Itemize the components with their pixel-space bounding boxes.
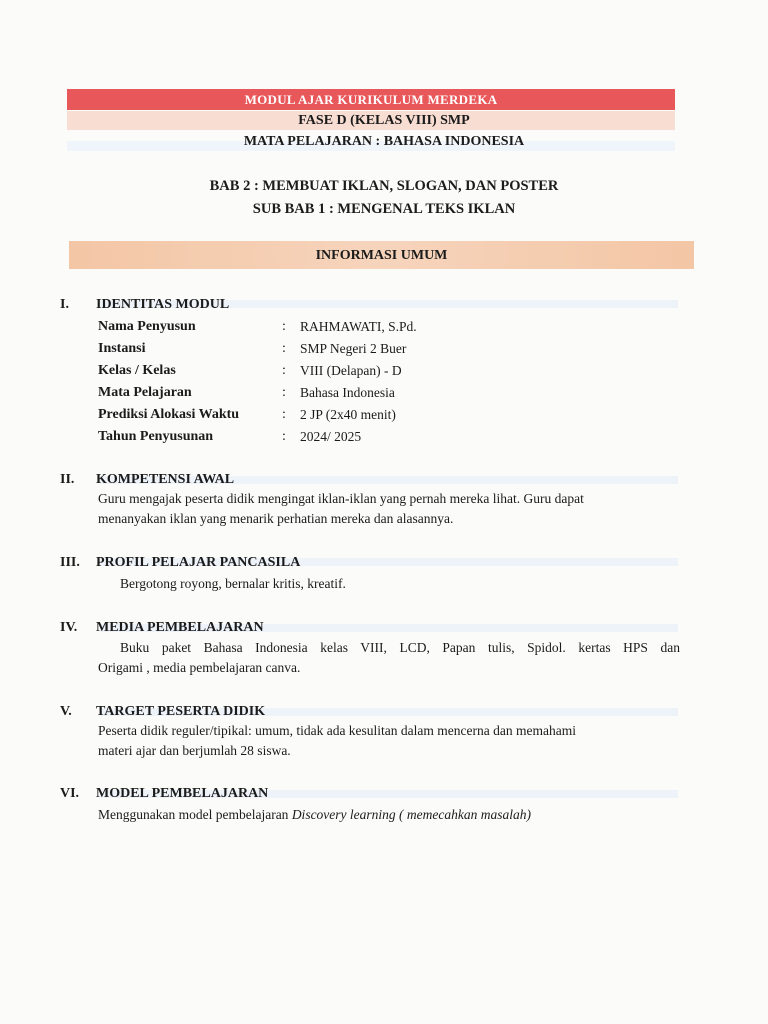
module-title-banner	[67, 89, 675, 110]
identity-colon: :	[282, 407, 286, 422]
identity-colon: :	[282, 385, 286, 400]
model-text	[98, 805, 531, 825]
section-number: III.	[60, 555, 80, 570]
identity-colon: :	[282, 341, 286, 356]
paragraph-line: menanyakan iklan yang menarik perhatian mereka dan alasannya.	[98, 511, 454, 526]
section-title: IDENTITAS MODUL	[96, 297, 230, 312]
paragraph-line: materi ajar dan berjumlah 28 siswa.	[98, 743, 291, 758]
kompetensi-text	[98, 489, 660, 529]
model-text-plain: Menggunakan model pembelajaran	[98, 807, 292, 822]
section-media-heading	[60, 620, 264, 636]
identity-value: Bahasa Indonesia	[300, 385, 395, 400]
paragraph-line: Buku paket Bahasa Indonesia kelas VIII, LCD, Papan tulis, Spidol. kertas HPS dan	[120, 640, 680, 655]
identity-label: Mata Pelajaran	[98, 385, 192, 400]
section-number: IV.	[60, 620, 78, 635]
info-umum-title: INFORMASI UMUM	[315, 248, 448, 263]
profil-text: Bergotong royong, bernalar kritis, kreatif.	[120, 576, 346, 591]
identity-value: SMP Negeri 2 Buer	[300, 341, 407, 356]
paragraph-line: Origami , media pembelajaran canva.	[98, 660, 301, 675]
identity-value: VIII (Delapan) - D	[300, 363, 402, 378]
section-profil-heading	[60, 555, 300, 571]
paragraph-line: Guru mengajak peserta didik mengingat iklan-iklan yang pernah mereka lihat. Guru dapat	[98, 491, 584, 506]
section-target-heading	[60, 704, 265, 720]
section-title: MEDIA PEMBELAJARAN	[96, 620, 264, 635]
identity-colon: :	[282, 363, 286, 378]
identity-value: 2024/ 2025	[300, 429, 362, 444]
section-kompetensi-heading	[60, 472, 234, 488]
section-number: II.	[60, 472, 75, 487]
info-umum-bar	[69, 241, 694, 269]
section-number: VI.	[60, 786, 80, 801]
phase-title: FASE D (KELAS VIII) SMP	[298, 113, 470, 128]
model-text-italic: Discovery learning ( memecahkan masalah)	[291, 807, 531, 822]
section-title: TARGET PESERTA DIDIK	[96, 704, 266, 719]
identity-label: Instansi	[98, 341, 146, 356]
section-number: I.	[60, 297, 69, 312]
section-identitas-heading	[60, 297, 229, 313]
identity-value: RAHMAWATI, S.Pd.	[300, 319, 417, 334]
subject-title: MATA PELAJARAN : BAHASA INDONESIA	[243, 134, 525, 149]
identity-colon: :	[282, 319, 286, 334]
section-title: PROFIL PELAJAR PANCASILA	[96, 555, 301, 570]
identity-colon: :	[282, 429, 286, 444]
section-number: V.	[60, 704, 72, 719]
identity-label: Tahun Penyusunan	[98, 429, 214, 444]
target-text	[98, 721, 658, 761]
chapter-title: BAB 2 : MEMBUAT IKLAN, SLOGAN, DAN POSTER	[209, 178, 559, 194]
subchapter-title: SUB BAB 1 : MENGENAL TEKS IKLAN	[252, 201, 516, 217]
section-model-heading	[60, 786, 268, 802]
paragraph-line: Peserta didik reguler/tipikal: umum, tidak ada kesulitan dalam mencerna dan memahami	[98, 723, 576, 738]
media-text	[98, 638, 680, 678]
identity-label: Nama Penyusun	[98, 319, 196, 334]
section-title: KOMPETENSI AWAL	[96, 472, 235, 487]
identity-label: Kelas / Kelas	[98, 363, 176, 378]
module-title: MODUL AJAR KURIKULUM MERDEKA	[244, 92, 498, 107]
identity-label: Prediksi Alokasi Waktu	[98, 407, 240, 422]
identity-value: 2 JP (2x40 menit)	[300, 407, 396, 422]
section-title: MODEL PEMBELAJARAN	[96, 786, 269, 801]
